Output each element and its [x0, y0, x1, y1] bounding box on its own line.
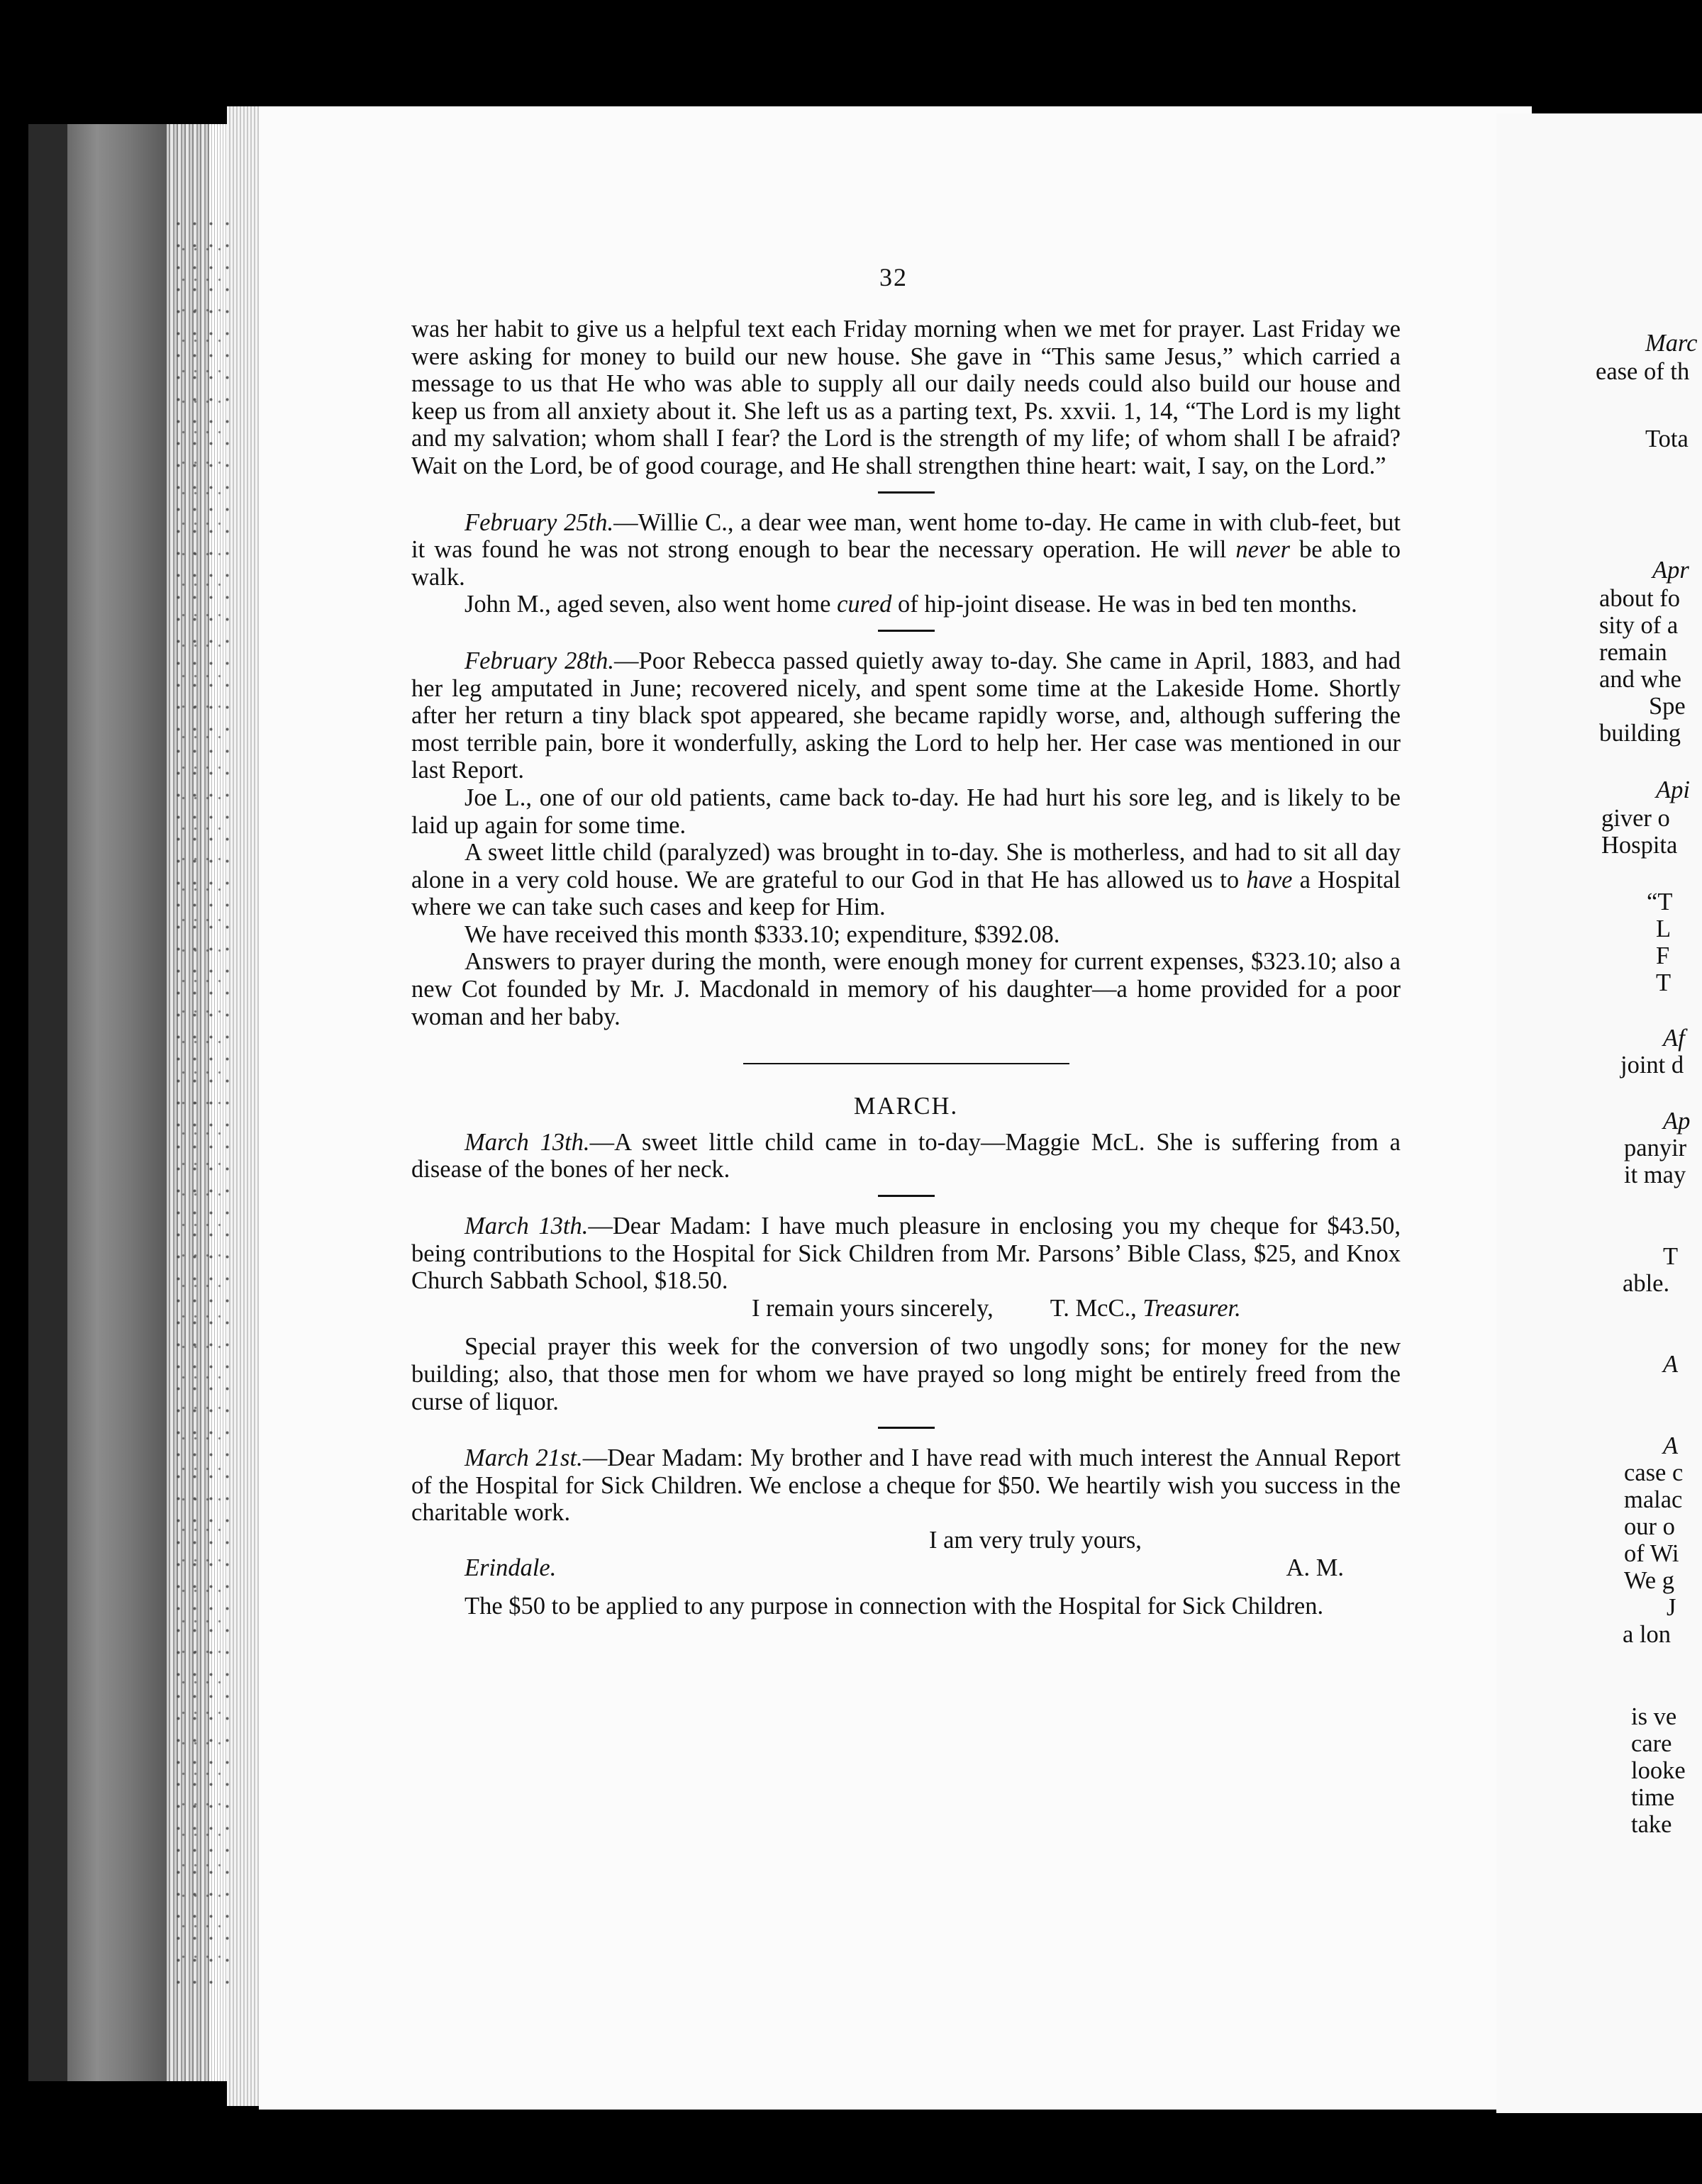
right-fragment: Af	[1663, 1025, 1685, 1052]
paragraph: Answers to prayer during the month, were enough money for current expenses, $323.10; also a new Cot founded by Mr. J. Macdonald in memory of his daughter—a home provided for a poor woman and her baby.	[411, 948, 1401, 1030]
entry-february-25: February 25th.—Willie C., a dear wee man, went home to-day. He came in with club-feet, but it was found he was not strong enough to bear the necessary operation. He will never be able to walk.	[411, 508, 1401, 591]
letter-closing: I am very truly yours,	[929, 1526, 1142, 1554]
paragraph: The $50 to be applied to any purpose in connection with the Hospital for Sick Children.	[465, 1593, 1324, 1620]
right-fragment: T	[1663, 1243, 1679, 1270]
right-page	[1496, 113, 1702, 2113]
right-fragment: “T	[1647, 888, 1673, 915]
right-fragment: care	[1631, 1730, 1672, 1757]
right-fragment: L	[1656, 915, 1672, 942]
right-fragment: is ve	[1631, 1703, 1677, 1730]
right-fragment: building	[1599, 720, 1681, 747]
right-fragment: A	[1663, 1432, 1679, 1459]
right-fragment: take	[1631, 1811, 1672, 1838]
right-fragment: Tota	[1645, 425, 1689, 452]
right-fragment: looke	[1631, 1757, 1686, 1784]
right-fragment: Spe	[1649, 693, 1686, 720]
right-fragment: Ap	[1663, 1108, 1691, 1135]
right-fragment: giver o	[1601, 805, 1670, 832]
right-fragment: a lon	[1623, 1621, 1672, 1648]
paragraph: was her habit to give us a helpful text each Friday morning when we met for prayer. Last Friday we were asking for money to build our new house. She gave in “This same Jesus,” which carried a message to us that He who was able to supply all our daily needs could also build our house and keep us from all anxiety about it. She left us as a parting text, Ps. xxvii. 1, 14, “The Lord is my light and my salvation; whom shall I fear? the Lord is the strength of my life; of whom shall I be afraid? Wait on the Lord, be of good courage, and He shall strengthen thine heart: wait, I say, on the Lord.”	[411, 316, 1401, 479]
right-fragment: T	[1656, 969, 1672, 996]
entry-date: March 13th.	[465, 1213, 589, 1240]
divider	[878, 1195, 935, 1197]
entry-february-28: February 28th.—Poor Rebecca passed quietly away to-day. She came in April, 1883, and had her leg amputated in June; recovered nicely, and spent some time at the Lakeside Home. Shortly after her return a tiny black spot appeared, she became rapidly worse, and, although suffering the most terrible pain, bore it wonderfully, asking the Lord to help her. Her case was mentioned in our last Report.	[411, 647, 1401, 784]
entry-march-21: March 21st.—Dear Madam: My brother and I have read with much interest the Annual Report of the Hospital for Sick Children. We enclose a cheque for $50. We heartily wish you success in the charitable work.	[411, 1444, 1401, 1527]
right-fragment: panyir	[1624, 1135, 1687, 1161]
divider	[878, 491, 935, 494]
right-fragment: it may	[1624, 1161, 1686, 1188]
letter-closing: I remain yours sincerely, T. McC., Treasurer.	[752, 1294, 1241, 1322]
right-fragment: malac	[1624, 1486, 1683, 1513]
right-fragment: A	[1663, 1351, 1679, 1378]
page-body	[411, 316, 1401, 1620]
book-spine-shadow	[28, 124, 67, 2081]
right-fragment: time	[1631, 1784, 1675, 1811]
right-fragment: of Wi	[1624, 1540, 1679, 1567]
right-fragment: joint d	[1620, 1052, 1684, 1079]
right-fragment: able.	[1623, 1270, 1670, 1297]
entry-date: March 13th.	[465, 1128, 590, 1156]
right-fragment: Hospita	[1601, 832, 1678, 859]
right-fragment: Marc	[1645, 330, 1698, 357]
right-fragment: about fo	[1599, 585, 1681, 612]
right-fragment: and whe	[1599, 666, 1681, 693]
right-fragment: remain	[1599, 639, 1667, 666]
right-fragment: J	[1667, 1594, 1676, 1621]
right-fragment: Apr	[1652, 557, 1689, 584]
paragraph: We have received this month $333.10; expenditure, $392.08.	[465, 920, 1060, 948]
paragraph: Joe L., one of our old patients, came back to-day. He had hurt his sore leg, and is likely to be laid up again for some time.	[411, 784, 1401, 839]
letter-signature: Erindale. A. M.	[465, 1554, 1344, 1581]
right-fragment: We g	[1624, 1567, 1674, 1594]
right-fragment: F	[1656, 942, 1670, 969]
entry-date: March 21st.	[465, 1444, 583, 1472]
page-number: 32	[879, 263, 908, 291]
right-fragment: ease of th	[1596, 358, 1690, 385]
entry-date: February 25th.	[465, 508, 614, 536]
divider	[878, 1427, 935, 1429]
paragraph: Special prayer this week for the conversion of two ungodly sons; for money for the new building; also, that those men for whom we have prayed so long might be entirely freed from the curse of liquor.	[411, 1333, 1401, 1415]
right-fragment: sity of a	[1599, 612, 1679, 639]
book-spine	[67, 124, 167, 2081]
paragraph: A sweet little child (paralyzed) was brought in to-day. She is motherless, and had to sit all day alone in a very cold house. We are grateful to our God in that He has allowed us to have a Hospital where we can take such cases and keep for Him.	[411, 839, 1401, 921]
right-fragment: Api	[1656, 776, 1690, 803]
paragraph: John M., aged seven, also went home cured of hip-joint disease. He was in bed ten months.	[465, 591, 1357, 618]
right-fragment: our o	[1624, 1513, 1675, 1540]
entry-march-13: March 13th.—A sweet little child came in to-day—Maggie McL. She is suffering from a disease of the bones of her neck.	[411, 1128, 1401, 1183]
page-edge-speckle-2	[177, 234, 227, 1971]
right-fragment: case c	[1624, 1459, 1684, 1486]
entry-date: February 28th.	[465, 647, 615, 674]
section-divider	[743, 1063, 1069, 1064]
divider	[878, 630, 935, 632]
entry-march-13-letter: March 13th.—Dear Madam: I have much pleasure in enclosing you my cheque for $43.50, being contributions to the Hospital for Sick Children from Mr. Parsons’ Bible Class, $25, and Knox Church Sabbath School, $18.50.	[411, 1213, 1401, 1295]
section-heading: MARCH.	[853, 1093, 959, 1120]
